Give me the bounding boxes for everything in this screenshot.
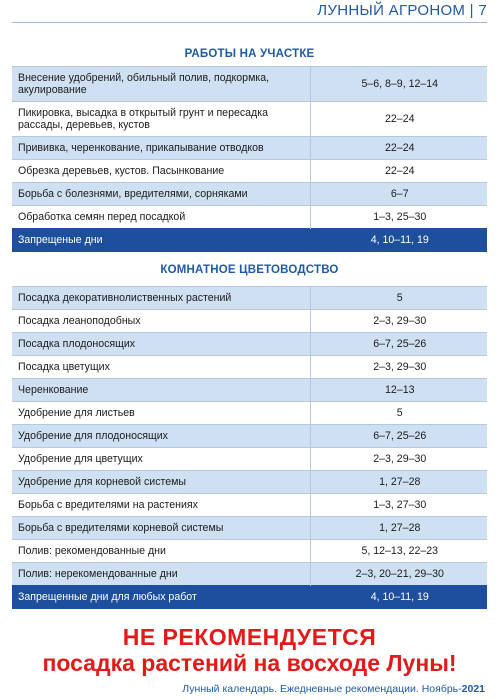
days-cell: 1–3, 27–30 [310, 494, 487, 517]
work-type-cell: Посадка цветущих [12, 356, 310, 379]
work-type-cell: Борьба с вредителями корневой системы [12, 517, 310, 540]
footer-text: Лунный календарь. Ежедневные рекомендации. Ноябрь- [182, 683, 462, 695]
table-row [12, 448, 487, 471]
header-divider [12, 22, 487, 23]
days-cell: 6–7 [310, 183, 487, 206]
days-cell: 2–3, 29–30 [310, 448, 487, 471]
days-cell: 5 [310, 287, 487, 310]
section-title-indoor: КОМНАТНОЕ ЦВЕТОВОДСТВО [160, 264, 339, 276]
table-row [12, 137, 487, 160]
work-type-cell: Прививка, черенкование, прикапывание отводков [12, 137, 310, 160]
section-title-garden: РАБОТЫ НА УЧАСТКЕ [184, 48, 315, 60]
banned-days-row [12, 586, 487, 609]
table-row [12, 402, 487, 425]
days-cell: 2–3, 20–21, 29–30 [310, 563, 487, 586]
table-row [12, 471, 487, 494]
work-type-cell: Удобрение для плодоносящих [12, 425, 310, 448]
days-cell: 2–3, 29–30 [310, 310, 487, 333]
table-row [12, 425, 487, 448]
days-cell: 2–3, 29–30 [310, 356, 487, 379]
work-type-cell: Черенкование [12, 379, 310, 402]
footer-year: 2021 [461, 683, 485, 695]
table-row [12, 102, 487, 137]
table-row [12, 183, 487, 206]
garden-work-table [12, 66, 487, 252]
days-cell: 5, 12–13, 22–23 [310, 540, 487, 563]
table-row [12, 356, 487, 379]
days-cell: 1–3, 25–30 [310, 206, 487, 229]
days-cell: 1, 27–28 [310, 471, 487, 494]
indoor-flowers-table [12, 286, 487, 609]
table-row [12, 67, 487, 102]
work-type-cell: Удобрение для корневой системы [12, 471, 310, 494]
days-cell: 5–6, 8–9, 12–14 [310, 67, 487, 102]
banned-days-label: Запрещенные дни для любых работ [12, 586, 310, 609]
days-cell: 22–24 [310, 137, 487, 160]
days-cell: 22–24 [310, 160, 487, 183]
banned-days-value: 4, 10–11, 19 [310, 586, 487, 609]
table-row [12, 310, 487, 333]
table-row [12, 540, 487, 563]
work-type-cell: Обрезка деревьев, кустов. Пасынкование [12, 160, 310, 183]
work-type-cell: Обработка семян перед посадкой [12, 206, 310, 229]
work-type-cell: Посадка леаноподобных [12, 310, 310, 333]
table-row [12, 494, 487, 517]
banned-days-label: Запрещеные дни [12, 229, 310, 252]
footer-caption [182, 683, 485, 695]
work-type-cell: Внесение удобрений, обильный полив, подкормка, акулирование [12, 67, 310, 102]
page-header-title: ЛУННЫЙ АГРОНОМ | 7 [317, 2, 487, 19]
work-type-cell: Посадка декоративнолиственных растений [12, 287, 310, 310]
days-cell: 6–7, 25–26 [310, 333, 487, 356]
table-row [12, 333, 487, 356]
work-type-cell: Полив: рекомендованные дни [12, 540, 310, 563]
days-cell: 22–24 [310, 102, 487, 137]
banned-days-row [12, 229, 487, 252]
work-type-cell: Борьба с болезнями, вредителями, сорняками [12, 183, 310, 206]
warning-subline: посадка растений на восходе Луны! [42, 650, 457, 676]
work-type-cell: Борьба с вредителями на растениях [12, 494, 310, 517]
table-row [12, 379, 487, 402]
days-cell: 1, 27–28 [310, 517, 487, 540]
warning-headline: НЕ РЕКОМЕНДУЕТСЯ [122, 624, 377, 650]
table-row [12, 206, 487, 229]
work-type-cell: Посадка плодоносящих [12, 333, 310, 356]
days-cell: 12–13 [310, 379, 487, 402]
table-row [12, 160, 487, 183]
table-row [12, 563, 487, 586]
days-cell: 5 [310, 402, 487, 425]
table-row [12, 517, 487, 540]
days-cell: 6–7, 25–26 [310, 425, 487, 448]
work-type-cell: Полив: нерекомендованные дни [12, 563, 310, 586]
work-type-cell: Удобрение для цветущих [12, 448, 310, 471]
banned-days-value: 4, 10–11, 19 [310, 229, 487, 252]
work-type-cell: Пикировка, высадка в открытый грунт и пересадка рассады, деревьев, кустов [12, 102, 310, 137]
work-type-cell: Удобрение для листьев [12, 402, 310, 425]
table-row [12, 287, 487, 310]
